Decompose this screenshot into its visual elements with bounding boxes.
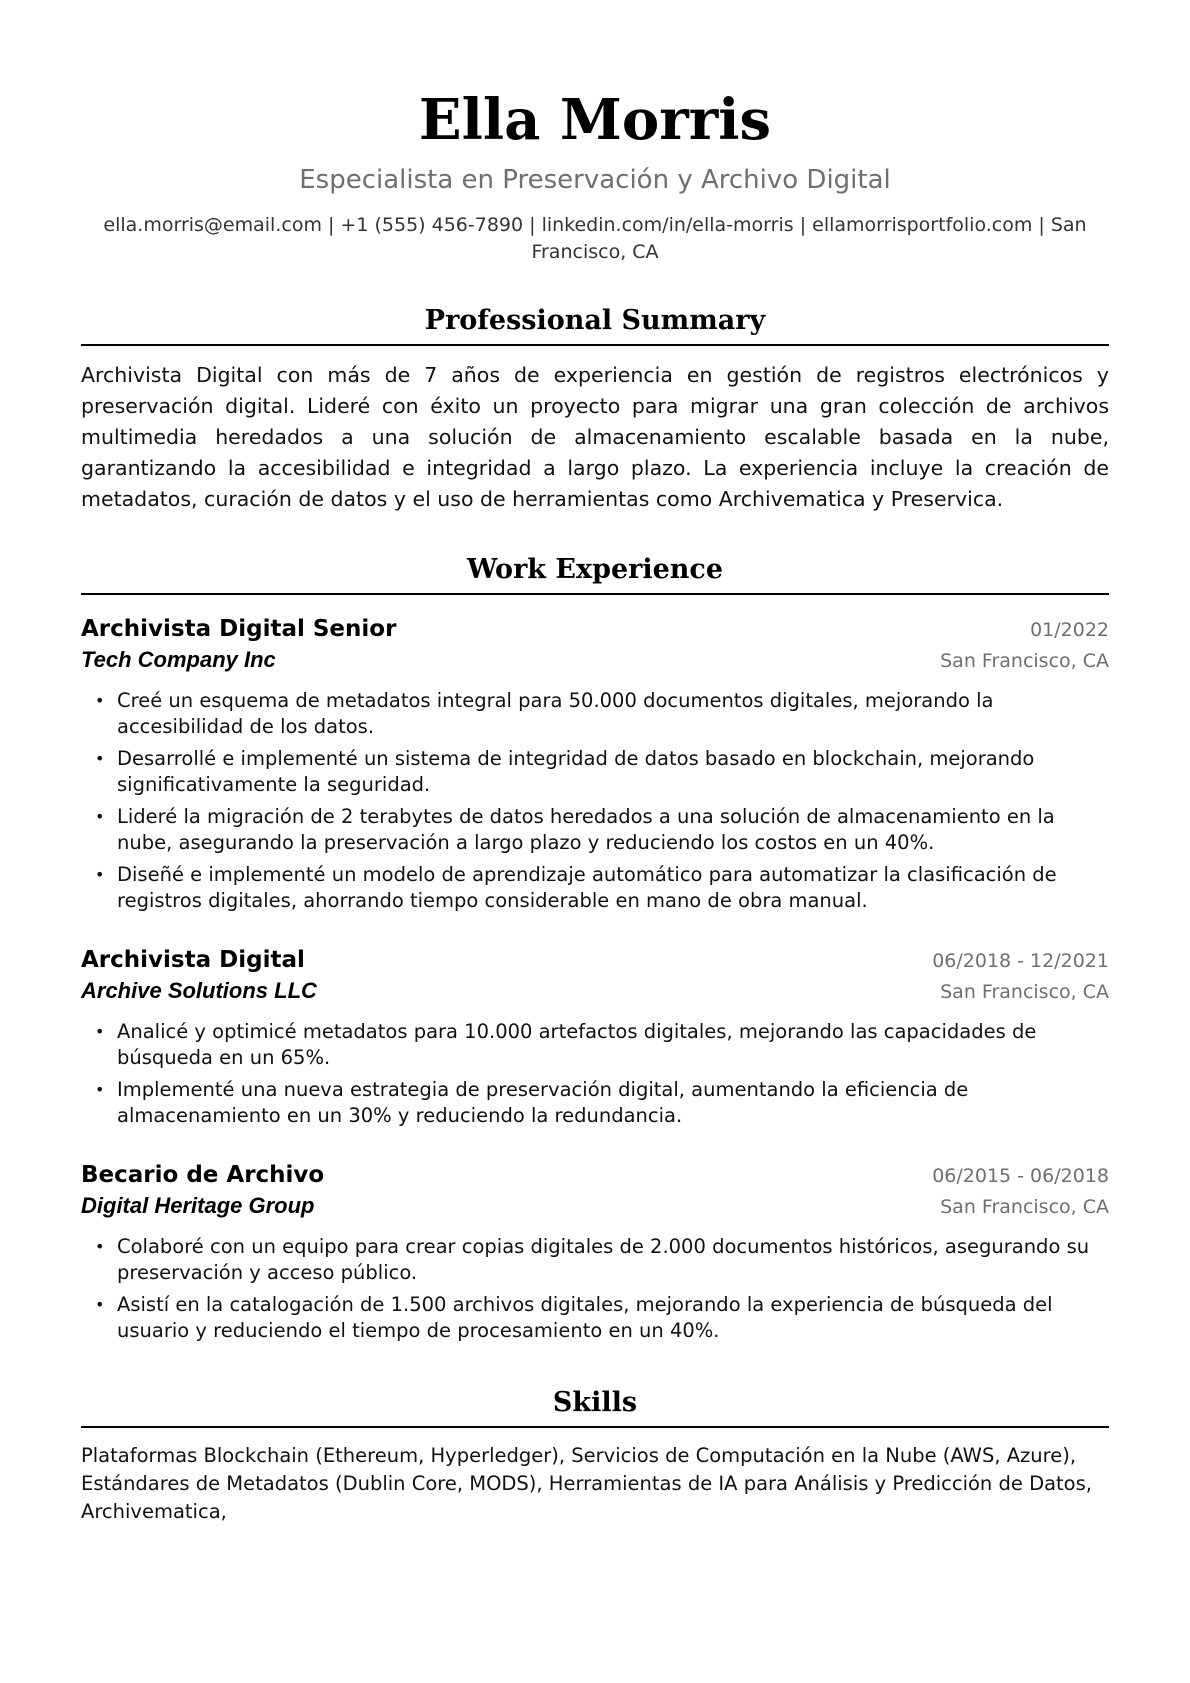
job-bullet: [81, 1292, 1109, 1344]
bullet-icon: •: [95, 749, 105, 768]
skills-section: [81, 1384, 1109, 1526]
bullet-text: Implementé una nueva estrategia de preservación digital, aumentando la eficiencia de almacenamiento en un 30% y reduciendo la redundancia.: [117, 1078, 969, 1127]
experience-section: [81, 551, 1109, 1344]
job-date: 06/2018 - 12/2021: [932, 950, 1109, 972]
job-date: 01/2022: [1030, 619, 1109, 641]
job-bullet: [81, 1077, 1109, 1129]
job-bullet: [81, 1019, 1109, 1071]
bullet-text: Desarrollé e implementé un sistema de integridad de datos basado en blockchain, mejorando significativamente la seguridad.: [117, 747, 1035, 796]
skills-heading: Skills: [81, 1384, 1109, 1428]
experience-heading: Work Experience: [81, 551, 1109, 595]
job-bullet: [81, 804, 1109, 856]
job-date: 06/2015 - 06/2018: [932, 1165, 1109, 1187]
job-bullets: [81, 1019, 1109, 1129]
job-entry: [81, 944, 1109, 1129]
job-title: Archivista Digital Senior: [81, 616, 397, 642]
resume-header: [81, 0, 1109, 266]
summary-section: [81, 302, 1109, 515]
job-bullet: [81, 688, 1109, 740]
job-location: San Francisco, CA: [940, 650, 1109, 672]
job-entry: [81, 1159, 1109, 1344]
job-company: Tech Company Inc: [81, 647, 276, 672]
job-bullet: [81, 862, 1109, 914]
bullet-icon: •: [95, 691, 105, 710]
job-bullets: [81, 1234, 1109, 1344]
bullet-icon: •: [95, 807, 105, 826]
job-entry: [81, 613, 1109, 914]
job-title: Archivista Digital: [81, 947, 305, 973]
job-company: Digital Heritage Group: [81, 1193, 315, 1218]
summary-text: Archivista Digital con más de 7 años de experiencia en gestión de registros electrónicos y preservación digital. Lideré con éxito un proyecto para migrar una gran colección de archivos multimedia heredados a una solución de almacenamiento escalable basada en la nube, garantizando la accesibilidad e integridad a largo plazo. La experiencia incluye la creación de metadatos, curación de datos y el uso de herramientas como Archivematica y Preservica.: [81, 363, 1109, 511]
job-bullets: [81, 688, 1109, 914]
job-company: Archive Solutions LLC: [81, 978, 317, 1003]
bullet-icon: •: [95, 1295, 105, 1314]
skills-text: Plataformas Blockchain (Ethereum, Hyperledger), Servicios de Computación en la Nube (AWS, Azure), Estándares de Metadatos (Dublin Core, MODS), Herramientas de IA para Análisis y Predicción de Datos, Archivematica,: [81, 1444, 1092, 1523]
bullet-text: Colaboré con un equipo para crear copias digitales de 2.000 documentos históricos, asegurando su preservación y acceso público.: [117, 1235, 1090, 1284]
bullet-text: Diseñé e implementé un modelo de aprendizaje automático para automatizar la clasificación de registros digitales, ahorrando tiempo considerable en mano de obra manual.: [117, 863, 1057, 912]
bullet-text: Asistí en la catalogación de 1.500 archivos digitales, mejorando la experiencia de búsqueda del usuario y reduciendo el tiempo de procesamiento en un 40%.: [117, 1293, 1053, 1342]
job-title: Becario de Archivo: [81, 1162, 325, 1188]
bullet-icon: •: [95, 1080, 105, 1099]
contact-line: ella.morris@email.com | +1 (555) 456-7890 | linkedin.com/in/ella-morris | ellamorrisportfolio.com | San Francisco, CA: [103, 214, 1087, 263]
summary-heading: Professional Summary: [81, 302, 1109, 346]
bullet-icon: •: [95, 1237, 105, 1256]
candidate-subtitle: Especialista en Preservación y Archivo Digital: [299, 165, 891, 195]
job-location: San Francisco, CA: [940, 1196, 1109, 1218]
bullet-icon: •: [95, 865, 105, 884]
bullet-icon: •: [95, 1022, 105, 1041]
bullet-text: Analicé y optimicé metadatos para 10.000 artefactos digitales, mejorando las capacidades de búsqueda en un 65%.: [117, 1020, 1037, 1069]
job-bullet: [81, 1234, 1109, 1286]
candidate-name: Ella Morris: [418, 87, 772, 153]
job-location: San Francisco, CA: [940, 981, 1109, 1003]
job-bullet: [81, 746, 1109, 798]
bullet-text: Creé un esquema de metadatos integral para 50.000 documentos digitales, mejorando la accesibilidad de los datos.: [117, 689, 994, 738]
bullet-text: Lideré la migración de 2 terabytes de datos heredados a una solución de almacenamiento en la nube, asegurando la preservación a largo plazo y reduciendo los costos en un 40%.: [117, 805, 1055, 854]
